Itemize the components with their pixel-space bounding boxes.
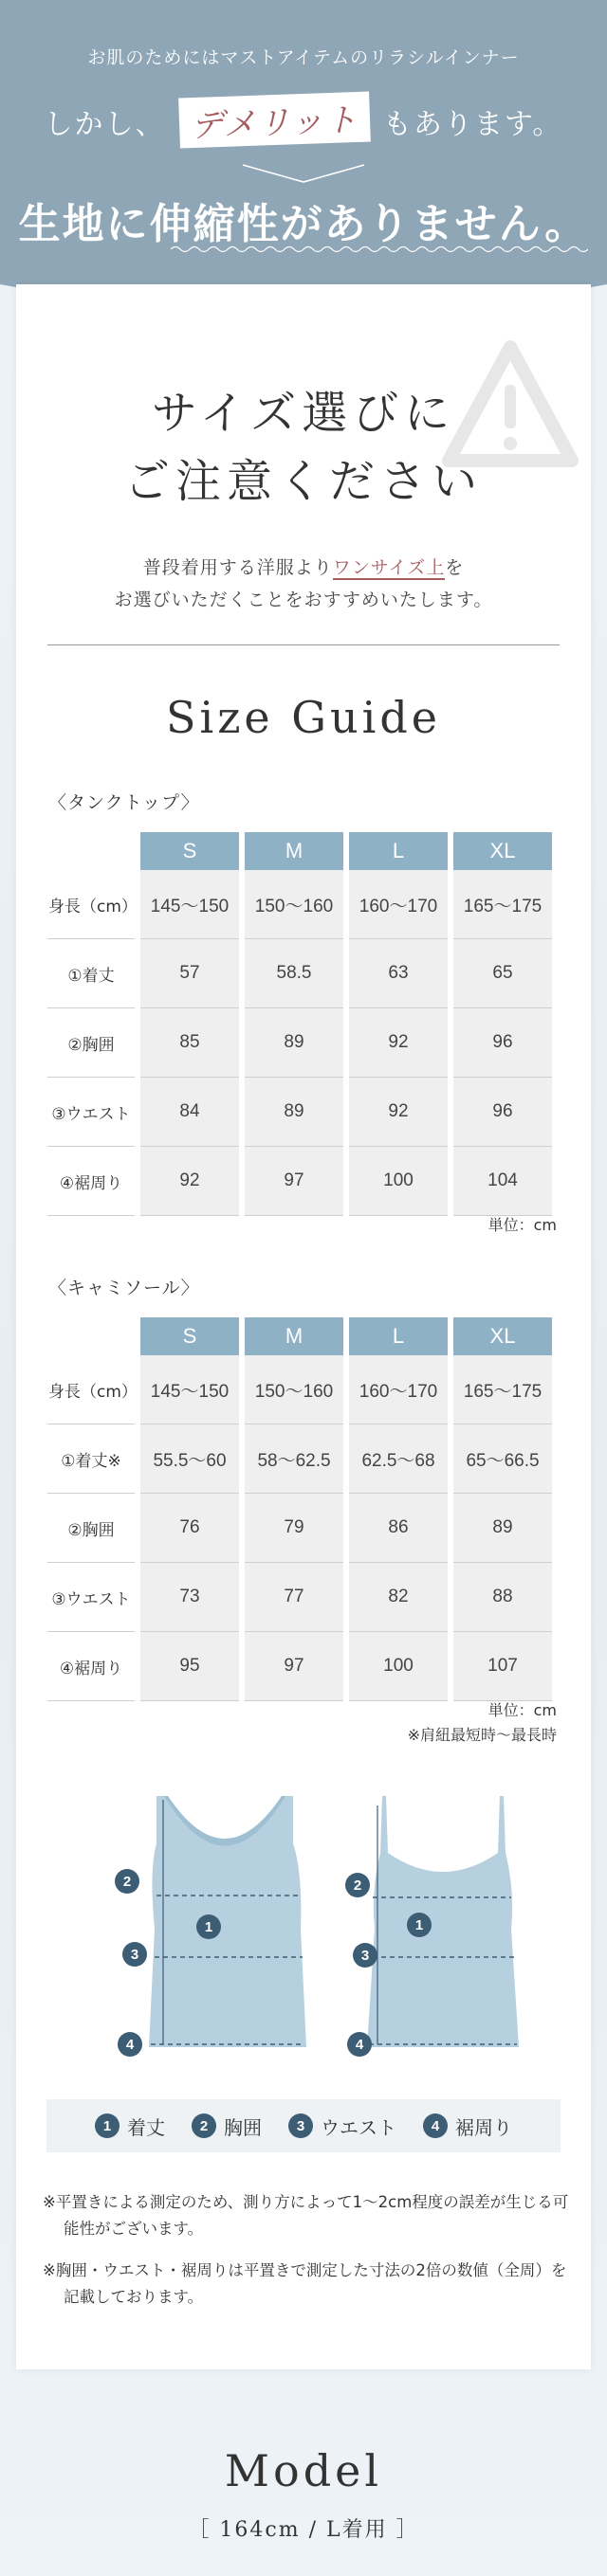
size-guide-card: [16, 284, 591, 2369]
table-cell: 160〜170: [349, 1355, 448, 1424]
table-cell: 63: [349, 939, 448, 1008]
row-label: ①着丈: [47, 939, 135, 1008]
cami-marker-1: 1: [414, 1917, 424, 1933]
table-cell: 165〜175: [453, 870, 552, 939]
wavy-underline: [171, 245, 588, 254]
legend-item-chest: [192, 2113, 262, 2140]
row-label: 身長（cm）: [47, 1355, 135, 1424]
hero-headline: [0, 190, 607, 250]
size-header-xl: XL: [453, 832, 552, 870]
legend-item-hem: [423, 2113, 512, 2140]
header-blank: [47, 1317, 135, 1355]
tank-table-label: 〈タンクトップ〉: [48, 792, 200, 813]
table-cell: 79: [245, 1494, 343, 1563]
table-cell: 85: [140, 1008, 239, 1078]
table-cell: 92: [349, 1008, 448, 1078]
tank-top-illustration: [149, 1796, 306, 2047]
row-label: ①着丈※: [47, 1424, 135, 1494]
table-cell: 97: [245, 1632, 343, 1701]
headline-text: 生地に伸縮性がありません。: [18, 200, 589, 248]
table-row: [47, 1355, 552, 1424]
size-guide-title: Size Guide: [165, 692, 442, 743]
divider: [47, 644, 560, 645]
size-header-m: M: [245, 1317, 343, 1355]
size-header-l: L: [349, 832, 448, 870]
table-cell: 89: [245, 1008, 343, 1078]
table-cell: 92: [349, 1078, 448, 1147]
table-cell: 58〜62.5: [245, 1424, 343, 1494]
table-cell: 104: [453, 1147, 552, 1216]
size-header-s: S: [140, 1317, 239, 1355]
table-cell: 58.5: [245, 939, 343, 1008]
table-cell: 65〜66.5: [453, 1424, 552, 1494]
legend-label: 胸囲: [224, 2115, 262, 2139]
table-row: [47, 939, 552, 1008]
legend-number: 4: [423, 2113, 448, 2138]
table-cell: 76: [140, 1494, 239, 1563]
table-cell: 100: [349, 1147, 448, 1216]
table-cell: 100: [349, 1632, 448, 1701]
hero-demerit-line: [0, 95, 607, 145]
garment-measurement-diagram: [83, 1787, 528, 2071]
tank-marker-2: 2: [122, 1874, 132, 1890]
model-title: Model: [224, 2445, 383, 2496]
row-label: ④裾周り: [47, 1147, 135, 1216]
table-row: [47, 1008, 552, 1078]
table-cell: 62.5〜68: [349, 1424, 448, 1494]
cami-marker-4: 4: [355, 2037, 364, 2053]
table-cell: 107: [453, 1632, 552, 1701]
tank-marker-1: 1: [204, 1919, 213, 1935]
size-header-s: S: [140, 832, 239, 870]
table-cell: 150〜160: [245, 870, 343, 939]
note-flat-measure: ※胸囲・ウエスト・裾周りは平置きで測定した寸法の2倍の数値（全周）を記載しております。: [43, 2261, 567, 2306]
legend-label: 裾周り: [455, 2115, 512, 2139]
chevron-down-icon: [241, 163, 366, 184]
table-cell: 73: [140, 1563, 239, 1632]
advice-highlight: ワンサイズ上: [332, 557, 446, 578]
row-label: ③ウエスト: [47, 1078, 135, 1147]
tank-size-table: [42, 832, 558, 1216]
size-header-m: M: [245, 832, 343, 870]
advice-post: を: [445, 557, 465, 578]
table-cell: 150〜160: [245, 1355, 343, 1424]
legend-number: 1: [95, 2113, 120, 2138]
demerit-pre: しかし、: [44, 108, 166, 141]
table-cell: 57: [140, 939, 239, 1008]
legend-number: 3: [288, 2113, 313, 2138]
hero-lead-text: お肌のためにはマストアイテムのリラシルインナー: [87, 47, 520, 68]
table-cell: 77: [245, 1563, 343, 1632]
table-cell: 65: [453, 939, 552, 1008]
demerit-tag: デメリット: [178, 92, 371, 149]
measurement-notes: [43, 2189, 574, 2326]
header-blank: [47, 832, 135, 870]
model-subtitle: ［ 164cm / L着用 ］: [188, 2518, 419, 2542]
table-cell: 82: [349, 1563, 448, 1632]
cami-table-label: 〈キャミソール〉: [48, 1278, 200, 1298]
table-cell: 86: [349, 1494, 448, 1563]
advice-line1: [16, 552, 591, 584]
tank-marker-3: 3: [130, 1947, 139, 1963]
table-row: [47, 870, 552, 939]
legend-number: 2: [192, 2113, 216, 2138]
table-cell: 88: [453, 1563, 552, 1632]
row-label: ④裾周り: [47, 1632, 135, 1701]
table-cell: 97: [245, 1147, 343, 1216]
table-cell: 89: [245, 1078, 343, 1147]
caution-title-line2: ご注意ください: [123, 455, 483, 508]
table-row: [47, 1078, 552, 1147]
size-header-xl: XL: [453, 1317, 552, 1355]
table-cell: 92: [140, 1147, 239, 1216]
table-row: [47, 1424, 552, 1494]
table-cell: 145〜150: [140, 870, 239, 939]
row-label: ②胸囲: [47, 1008, 135, 1078]
table-row: [47, 1147, 552, 1216]
legend-label: 着丈: [127, 2115, 165, 2139]
row-label: ②胸囲: [47, 1494, 135, 1563]
size-advice: [16, 552, 591, 616]
row-label: ③ウエスト: [47, 1563, 135, 1632]
camisole-illustration: [367, 1796, 519, 2047]
row-label: 身長（cm）: [47, 870, 135, 939]
legend-item-waist: [288, 2113, 396, 2140]
advice-line2: お選びいただくことをおすすめいたします。: [114, 590, 493, 610]
table-row: [47, 1494, 552, 1563]
table-cell: 165〜175: [453, 1355, 552, 1424]
caution-title: [16, 379, 591, 516]
cami-strap-note: ※肩紐最短時〜最長時: [407, 1726, 557, 1744]
tank-marker-4: 4: [125, 2037, 135, 2053]
legend-label: ウエスト: [321, 2115, 396, 2139]
table-cell: 84: [140, 1078, 239, 1147]
table-cell: 55.5〜60: [140, 1424, 239, 1494]
table-cell: 96: [453, 1008, 552, 1078]
cami-marker-2: 2: [353, 1878, 362, 1894]
demerit-post: もあります。: [382, 108, 563, 141]
size-header-l: L: [349, 1317, 448, 1355]
table-cell: 160〜170: [349, 870, 448, 939]
tank-unit-label: 単位：cm: [487, 1216, 557, 1234]
table-cell: 96: [453, 1078, 552, 1147]
table-row: [47, 1632, 552, 1701]
cami-unit-label: 単位：cm: [487, 1701, 557, 1719]
table-cell: 145〜150: [140, 1355, 239, 1424]
measurement-legend: [46, 2099, 561, 2152]
table-cell: 95: [140, 1632, 239, 1701]
legend-item-length: [95, 2113, 165, 2140]
note-error-margin: ※平置きによる測定のため、測り方によって1〜2cm程度の誤差が生じる可能性がございます。: [43, 2193, 569, 2238]
cami-marker-3: 3: [360, 1948, 370, 1964]
caution-title-line1: サイズ選びに: [151, 387, 456, 440]
table-cell: 89: [453, 1494, 552, 1563]
table-row: [47, 1563, 552, 1632]
cami-size-table: [42, 1317, 558, 1701]
advice-pre: 普段着用する洋服より: [142, 557, 333, 578]
